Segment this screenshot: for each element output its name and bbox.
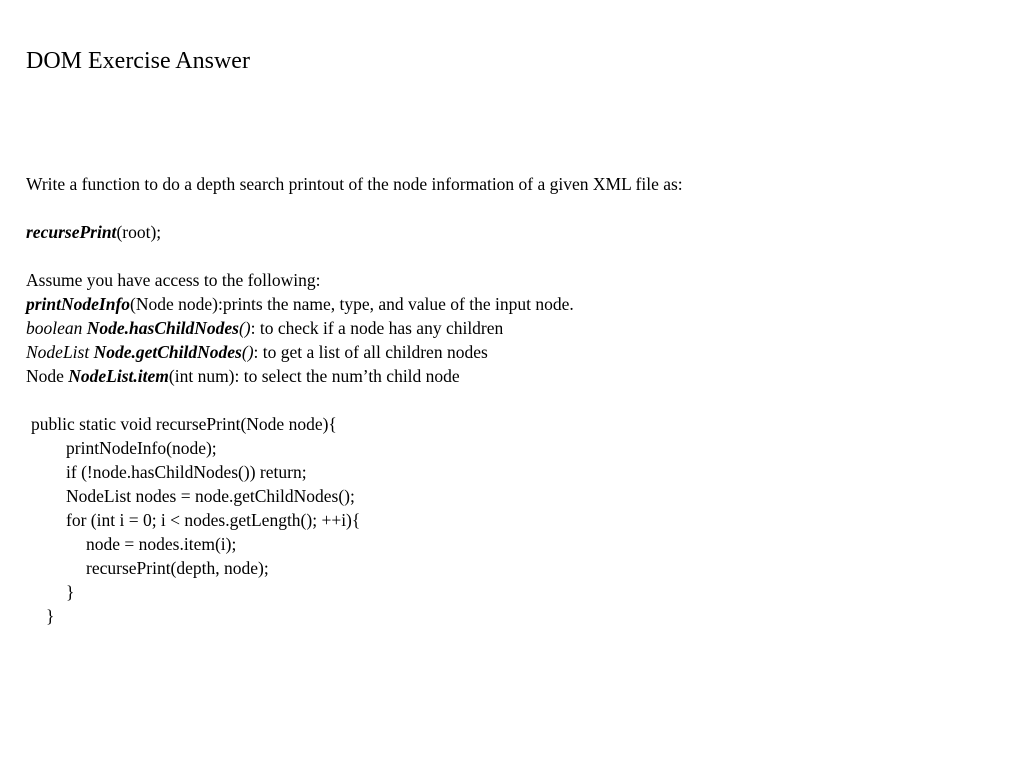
- api-print-node-info: [26, 292, 683, 316]
- api-name: Node.hasChildNodes: [86, 318, 239, 338]
- api-name: NodeList.item: [68, 366, 169, 386]
- api-parens-close: ): [244, 318, 251, 338]
- code-line: if (!node.hasChildNodes()) return;: [66, 462, 307, 482]
- call-args: (root);: [116, 222, 162, 242]
- code-line: public static void recursePrint(Node node){: [31, 414, 337, 434]
- api-name: printNodeInfo: [26, 294, 131, 314]
- api-desc: : to check if a node has any children: [250, 318, 504, 338]
- code-line: for (int i = 0; i < nodes.getLength(); ++i){: [66, 510, 361, 530]
- code-line: }: [66, 582, 75, 602]
- api-desc: : to get a list of all children nodes: [253, 342, 488, 362]
- api-name: Node.getChildNodes: [93, 342, 242, 362]
- slide-title: DOM Exercise Answer: [26, 48, 250, 74]
- api-get-child-nodes: [26, 340, 683, 364]
- code-line: }: [46, 606, 55, 626]
- slide-body: [26, 172, 683, 628]
- api-desc: (int num): to select the num’th child node: [168, 366, 460, 386]
- api-return-type: boolean: [26, 318, 87, 338]
- code-line: printNodeInfo(node);: [66, 438, 217, 458]
- api-return-type: NodeList: [26, 342, 94, 362]
- api-nodelist-item: [26, 364, 683, 388]
- api-parens-close: ): [247, 342, 254, 362]
- spacer: [26, 196, 683, 220]
- code-line: NodeList nodes = node.getChildNodes();: [66, 486, 355, 506]
- intro-text: Write a function to do a depth search printout of the node information of a given XML file as:: [26, 174, 683, 194]
- api-return-type: Node: [26, 366, 69, 386]
- code-line: recursePrint(depth, node);: [86, 558, 269, 578]
- api-desc: (Node node):prints the name, type, and value of the input node.: [130, 294, 574, 314]
- api-has-child-nodes: [26, 316, 683, 340]
- call-example: [26, 220, 683, 244]
- spacer: [26, 244, 683, 268]
- call-function-name: recursePrint: [26, 222, 117, 242]
- assume-text: Assume you have access to the following:: [26, 270, 321, 290]
- code-block: [26, 412, 683, 628]
- code-line: node = nodes.item(i);: [86, 534, 237, 554]
- api-parens: (: [241, 342, 248, 362]
- api-parens: (: [238, 318, 245, 338]
- spacer: [26, 388, 683, 412]
